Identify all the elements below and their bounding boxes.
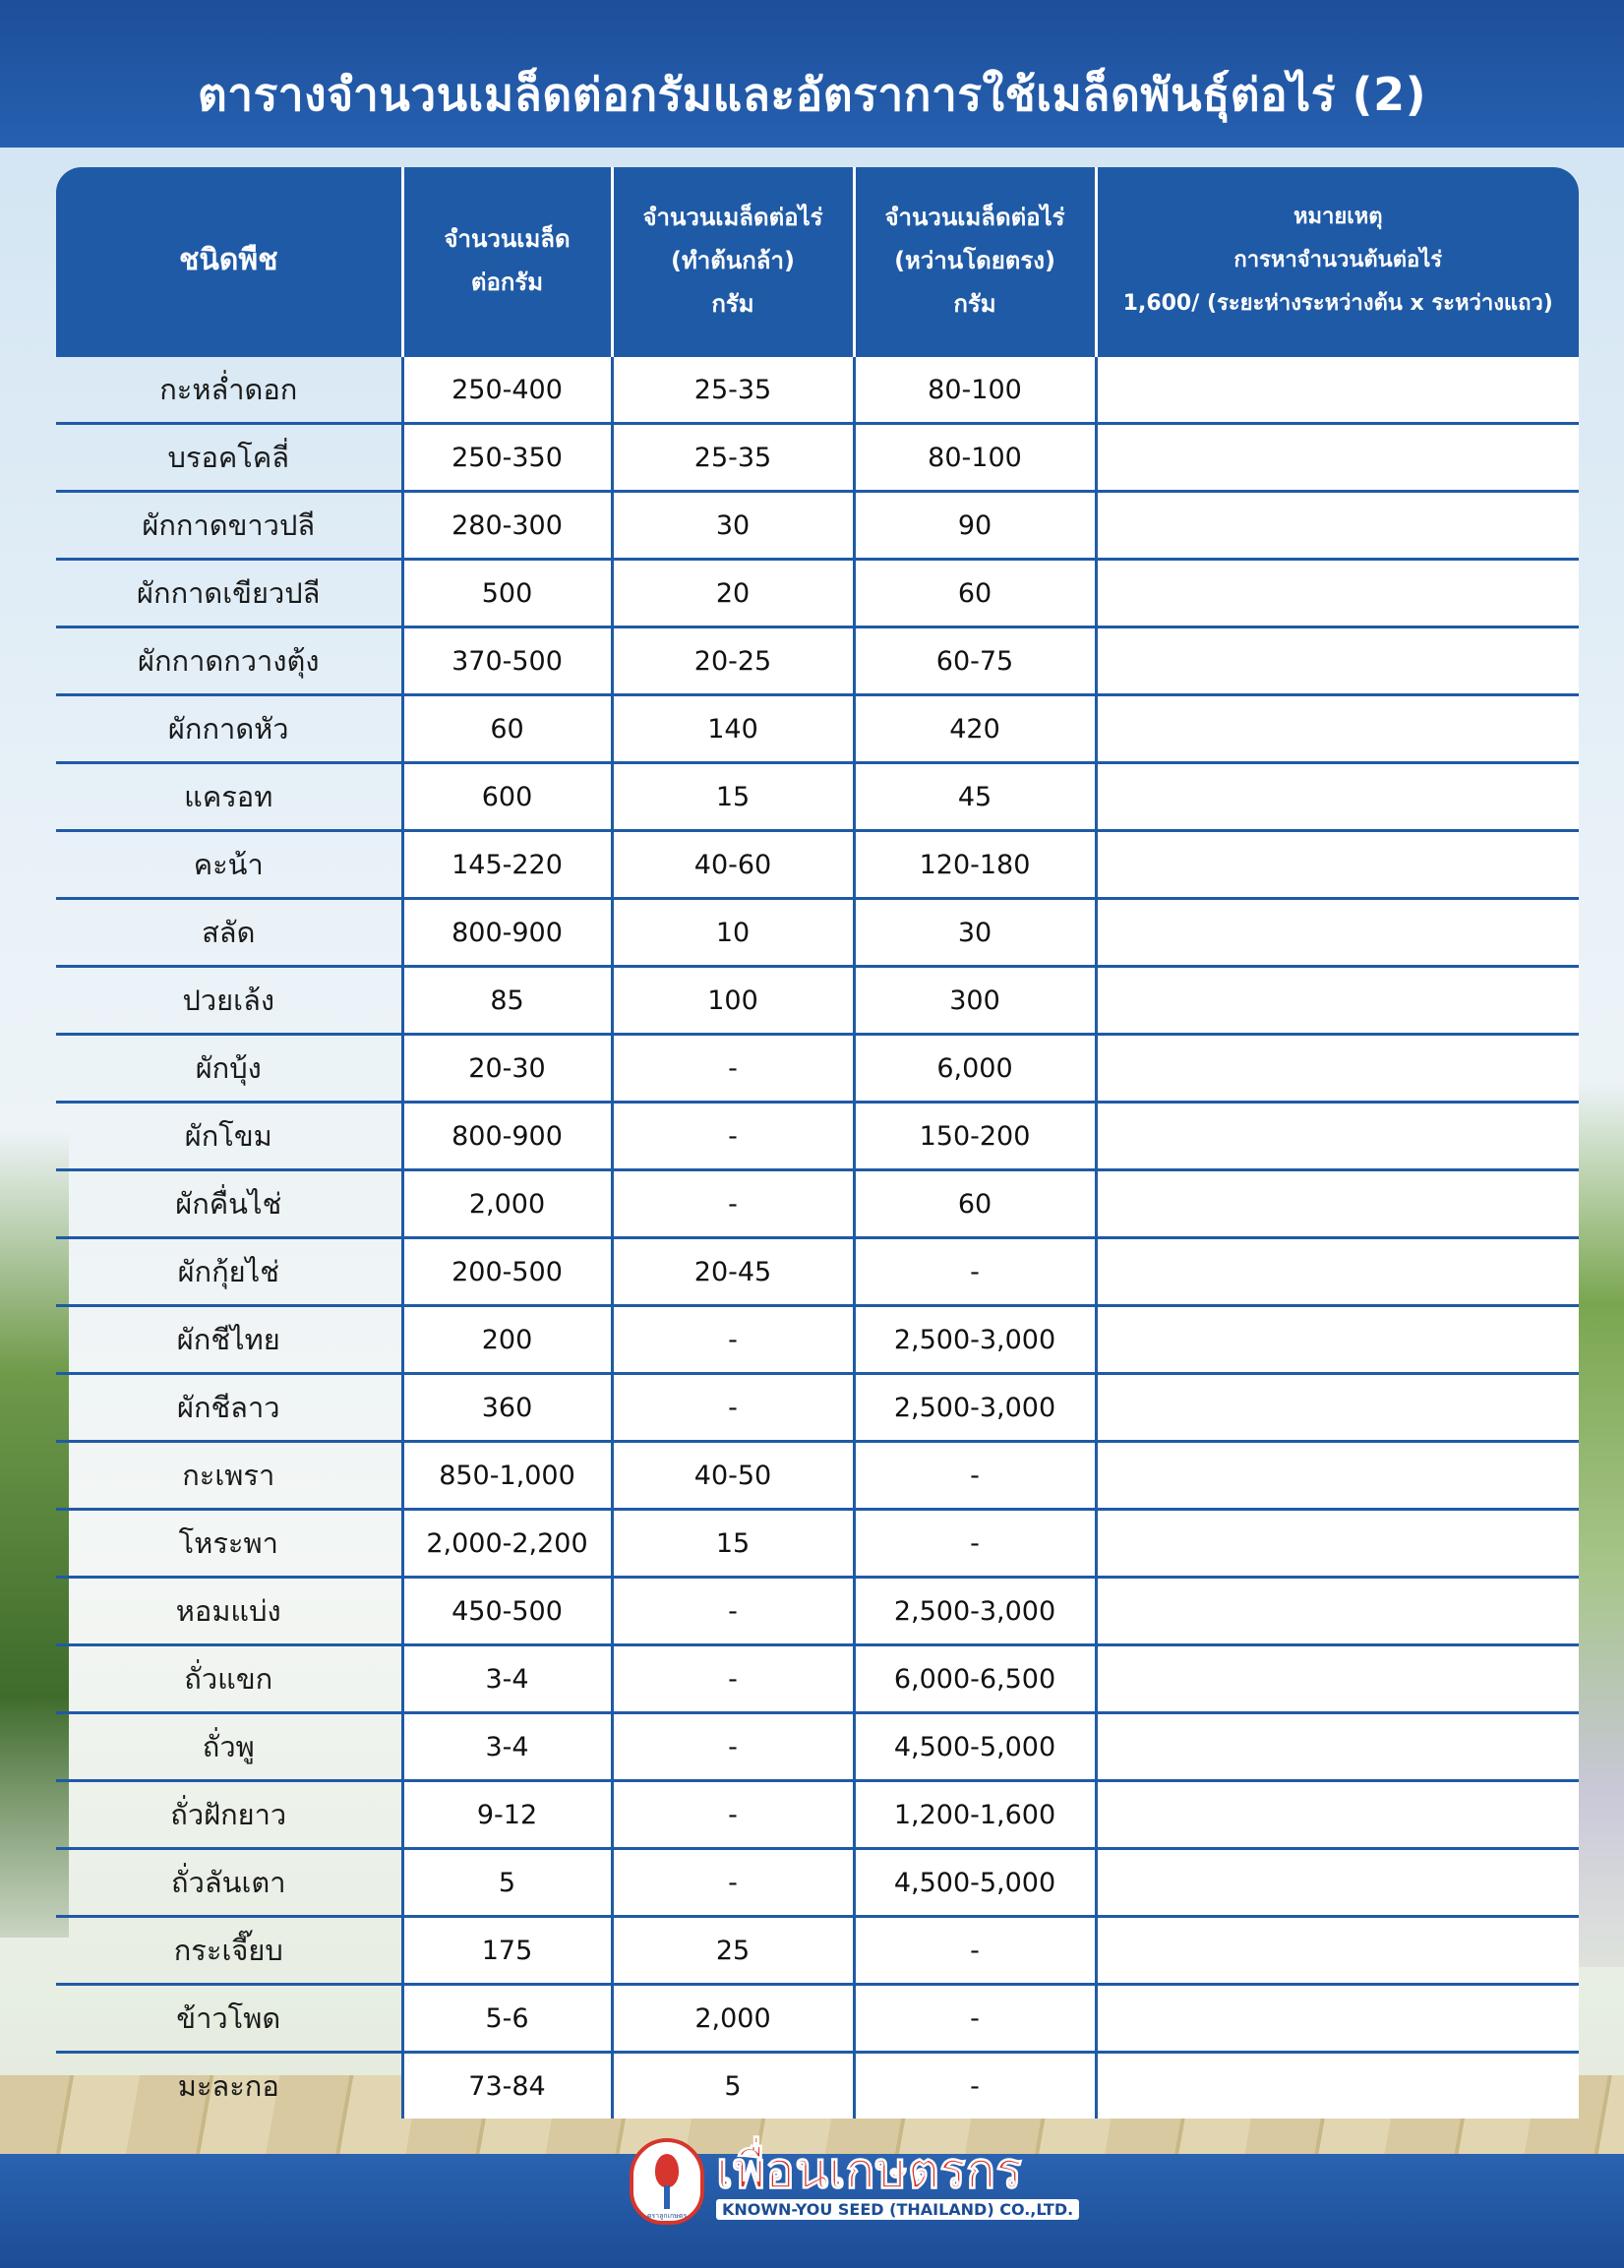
seeds-per-gram-cell: 850-1,000: [402, 1442, 612, 1510]
table-row: [56, 1035, 1579, 1103]
header-seeds-per-rai-nursery: จำนวนเมล็ดต่อไร่ (ทำต้นกล้า) กรัม: [612, 167, 854, 356]
direct-sowing-rate-cell: -: [854, 2053, 1096, 2119]
nursery-rate-cell: -: [612, 1170, 854, 1238]
note-cell: [1096, 424, 1579, 492]
note-cell: [1096, 560, 1579, 627]
seeds-per-gram-cell: 360: [402, 1374, 612, 1442]
seeds-per-gram-cell: 200: [402, 1306, 612, 1374]
nursery-rate-cell: -: [612, 1103, 854, 1170]
nursery-rate-cell: 2,000: [612, 1985, 854, 2053]
seeds-per-gram-cell: 3-4: [402, 1713, 612, 1781]
nursery-rate-cell: -: [612, 1713, 854, 1781]
direct-sowing-rate-cell: 150-200: [854, 1103, 1096, 1170]
logo-english-name: KNOWN-YOU SEED (THAILAND) CO.,LTD.: [716, 2199, 1079, 2220]
nursery-rate-cell: 15: [612, 763, 854, 831]
nursery-rate-cell: 100: [612, 967, 854, 1035]
seeds-per-gram-cell: 600: [402, 763, 612, 831]
note-cell: [1096, 356, 1579, 424]
seeds-per-gram-cell: 800-900: [402, 1103, 612, 1170]
nursery-rate-cell: 140: [612, 695, 854, 763]
direct-sowing-rate-cell: -: [854, 1917, 1096, 1985]
crop-name-cell: แครอท: [56, 763, 402, 831]
direct-sowing-rate-cell: 80-100: [854, 356, 1096, 424]
table-header-row: [56, 167, 1579, 356]
table-row: [56, 1103, 1579, 1170]
seeds-per-gram-cell: 3-4: [402, 1645, 612, 1713]
table-row: [56, 1645, 1579, 1713]
direct-sowing-rate-cell: 90: [854, 492, 1096, 560]
table-row: [56, 831, 1579, 899]
seed-rate-table: [56, 167, 1579, 2119]
crop-name-cell: ถั่วพู: [56, 1713, 402, 1781]
seeds-per-gram-cell: 2,000-2,200: [402, 1510, 612, 1578]
crop-name-cell: ปวยเล้ง: [56, 967, 402, 1035]
note-cell: [1096, 627, 1579, 695]
direct-sowing-rate-cell: -: [854, 1442, 1096, 1510]
note-cell: [1096, 1849, 1579, 1917]
table-row: [56, 1238, 1579, 1306]
header-seeds-per-gram: จำนวนเมล็ด ต่อกรัม: [402, 167, 612, 356]
crop-name-cell: กะหล่ำดอก: [56, 356, 402, 424]
table-row: [56, 1849, 1579, 1917]
logo-thai-name: เพื่อนเกษตรกร: [716, 2141, 1023, 2199]
nursery-rate-cell: 20-45: [612, 1238, 854, 1306]
nursery-rate-cell: 20-25: [612, 627, 854, 695]
crop-name-cell: ข้าวโพด: [56, 1985, 402, 2053]
nursery-rate-cell: 25-35: [612, 424, 854, 492]
table-row: [56, 1917, 1579, 1985]
crop-name-cell: ผักชีไทย: [56, 1306, 402, 1374]
crop-name-cell: ถั่วฝักยาว: [56, 1781, 402, 1849]
table-row: [56, 1985, 1579, 2053]
nursery-rate-cell: 25: [612, 1917, 854, 1985]
crop-name-cell: ผักกาดกวางตุ้ง: [56, 627, 402, 695]
note-cell: [1096, 1578, 1579, 1645]
direct-sowing-rate-cell: 420: [854, 695, 1096, 763]
note-cell: [1096, 1442, 1579, 1510]
crop-name-cell: ผักกาดเขียวปลี: [56, 560, 402, 627]
logo-emblem-icon: ตราลูกเกษตร: [630, 2138, 704, 2225]
seeds-per-gram-cell: 60: [402, 695, 612, 763]
header-seeds-per-rai-direct: จำนวนเมล็ดต่อไร่ (หว่านโดยตรง) กรัม: [854, 167, 1096, 356]
nursery-rate-cell: -: [612, 1781, 854, 1849]
note-cell: [1096, 2053, 1579, 2119]
crop-name-cell: ถั่วแขก: [56, 1645, 402, 1713]
crop-name-cell: ผักโขม: [56, 1103, 402, 1170]
seeds-per-gram-cell: 370-500: [402, 627, 612, 695]
nursery-rate-cell: 25-35: [612, 356, 854, 424]
note-cell: [1096, 492, 1579, 560]
company-logo: [630, 2136, 1079, 2227]
nursery-rate-cell: 40-60: [612, 831, 854, 899]
note-cell: [1096, 763, 1579, 831]
table-row: [56, 967, 1579, 1035]
seeds-per-gram-cell: 73-84: [402, 2053, 612, 2119]
nursery-rate-cell: 10: [612, 899, 854, 967]
seeds-per-gram-cell: 145-220: [402, 831, 612, 899]
crop-name-cell: กะเพรา: [56, 1442, 402, 1510]
note-cell: [1096, 899, 1579, 967]
crop-name-cell: กระเจี๊ยบ: [56, 1917, 402, 1985]
crop-name-cell: หอมแบ่ง: [56, 1578, 402, 1645]
direct-sowing-rate-cell: 80-100: [854, 424, 1096, 492]
direct-sowing-rate-cell: 4,500-5,000: [854, 1849, 1096, 1917]
direct-sowing-rate-cell: 2,500-3,000: [854, 1374, 1096, 1442]
note-cell: [1096, 1238, 1579, 1306]
direct-sowing-rate-cell: 45: [854, 763, 1096, 831]
seeds-per-gram-cell: 2,000: [402, 1170, 612, 1238]
seed-rate-table-container: [56, 167, 1579, 2103]
crop-name-cell: ผักกาดหัว: [56, 695, 402, 763]
direct-sowing-rate-cell: 6,000-6,500: [854, 1645, 1096, 1713]
note-cell: [1096, 1510, 1579, 1578]
table-row: [56, 1713, 1579, 1781]
crop-name-cell: ผักคื่นไช่: [56, 1170, 402, 1238]
seeds-per-gram-cell: 250-400: [402, 356, 612, 424]
nursery-rate-cell: -: [612, 1306, 854, 1374]
seeds-per-gram-cell: 500: [402, 560, 612, 627]
note-cell: [1096, 1035, 1579, 1103]
nursery-rate-cell: 20: [612, 560, 854, 627]
nursery-rate-cell: -: [612, 1849, 854, 1917]
direct-sowing-rate-cell: 2,500-3,000: [854, 1578, 1096, 1645]
direct-sowing-rate-cell: 120-180: [854, 831, 1096, 899]
seeds-per-gram-cell: 250-350: [402, 424, 612, 492]
table-row: [56, 899, 1579, 967]
direct-sowing-rate-cell: 300: [854, 967, 1096, 1035]
crop-name-cell: มะละกอ: [56, 2053, 402, 2119]
note-cell: [1096, 1103, 1579, 1170]
table-row: [56, 763, 1579, 831]
nursery-rate-cell: -: [612, 1035, 854, 1103]
note-cell: [1096, 1374, 1579, 1442]
seeds-per-gram-cell: 5-6: [402, 1985, 612, 2053]
direct-sowing-rate-cell: 30: [854, 899, 1096, 967]
header-crop: ชนิดพืช: [56, 167, 402, 356]
note-cell: [1096, 1170, 1579, 1238]
nursery-rate-cell: -: [612, 1578, 854, 1645]
nursery-rate-cell: 30: [612, 492, 854, 560]
direct-sowing-rate-cell: -: [854, 1510, 1096, 1578]
table-row: [56, 492, 1579, 560]
crop-name-cell: ถั่วลันเตา: [56, 1849, 402, 1917]
table-row: [56, 356, 1579, 424]
note-cell: [1096, 1713, 1579, 1781]
crop-name-cell: คะน้า: [56, 831, 402, 899]
table-row: [56, 1578, 1579, 1645]
nursery-rate-cell: 5: [612, 2053, 854, 2119]
note-cell: [1096, 695, 1579, 763]
table-row: [56, 2053, 1579, 2119]
direct-sowing-rate-cell: 4,500-5,000: [854, 1713, 1096, 1781]
header-note: หมายเหตุ การหาจำนวนต้นต่อไร่ 1,600/ (ระยะห่างระหว่างต้น x ระหว่างแถว): [1096, 167, 1579, 356]
seeds-per-gram-cell: 20-30: [402, 1035, 612, 1103]
note-cell: [1096, 967, 1579, 1035]
table-row: [56, 1781, 1579, 1849]
note-cell: [1096, 1917, 1579, 1985]
table-row: [56, 627, 1579, 695]
crop-name-cell: โหระพา: [56, 1510, 402, 1578]
direct-sowing-rate-cell: 60: [854, 1170, 1096, 1238]
nursery-rate-cell: -: [612, 1374, 854, 1442]
crop-name-cell: สลัด: [56, 899, 402, 967]
direct-sowing-rate-cell: 1,200-1,600: [854, 1781, 1096, 1849]
seeds-per-gram-cell: 5: [402, 1849, 612, 1917]
seeds-per-gram-cell: 280-300: [402, 492, 612, 560]
note-cell: [1096, 1306, 1579, 1374]
seeds-per-gram-cell: 200-500: [402, 1238, 612, 1306]
table-row: [56, 1510, 1579, 1578]
table-row: [56, 424, 1579, 492]
seeds-per-gram-cell: 800-900: [402, 899, 612, 967]
note-cell: [1096, 1781, 1579, 1849]
crop-name-cell: ผักกุ้ยไช่: [56, 1238, 402, 1306]
note-cell: [1096, 831, 1579, 899]
nursery-rate-cell: 15: [612, 1510, 854, 1578]
seeds-per-gram-cell: 450-500: [402, 1578, 612, 1645]
note-cell: [1096, 1985, 1579, 2053]
seeds-per-gram-cell: 85: [402, 967, 612, 1035]
table-row: [56, 1442, 1579, 1510]
direct-sowing-rate-cell: -: [854, 1238, 1096, 1306]
crop-name-cell: บรอคโคลี่: [56, 424, 402, 492]
table-row: [56, 695, 1579, 763]
direct-sowing-rate-cell: 60: [854, 560, 1096, 627]
crop-name-cell: ผักกาดขาวปลี: [56, 492, 402, 560]
seeds-per-gram-cell: 175: [402, 1917, 612, 1985]
nursery-rate-cell: 40-50: [612, 1442, 854, 1510]
crop-name-cell: ผักชีลาว: [56, 1374, 402, 1442]
seeds-per-gram-cell: 9-12: [402, 1781, 612, 1849]
direct-sowing-rate-cell: 2,500-3,000: [854, 1306, 1096, 1374]
table-row: [56, 1306, 1579, 1374]
note-cell: [1096, 1645, 1579, 1713]
direct-sowing-rate-cell: 6,000: [854, 1035, 1096, 1103]
table-row: [56, 1374, 1579, 1442]
direct-sowing-rate-cell: -: [854, 1985, 1096, 2053]
table-row: [56, 1170, 1579, 1238]
direct-sowing-rate-cell: 60-75: [854, 627, 1096, 695]
crop-name-cell: ผักบุ้ง: [56, 1035, 402, 1103]
page-title: ตารางจำนวนเมล็ดต่อกรัมและอัตราการใช้เมล็ดพันธุ์ต่อไร่ (2): [197, 68, 1427, 121]
table-body: [56, 356, 1579, 2119]
nursery-rate-cell: -: [612, 1645, 854, 1713]
table-row: [56, 560, 1579, 627]
